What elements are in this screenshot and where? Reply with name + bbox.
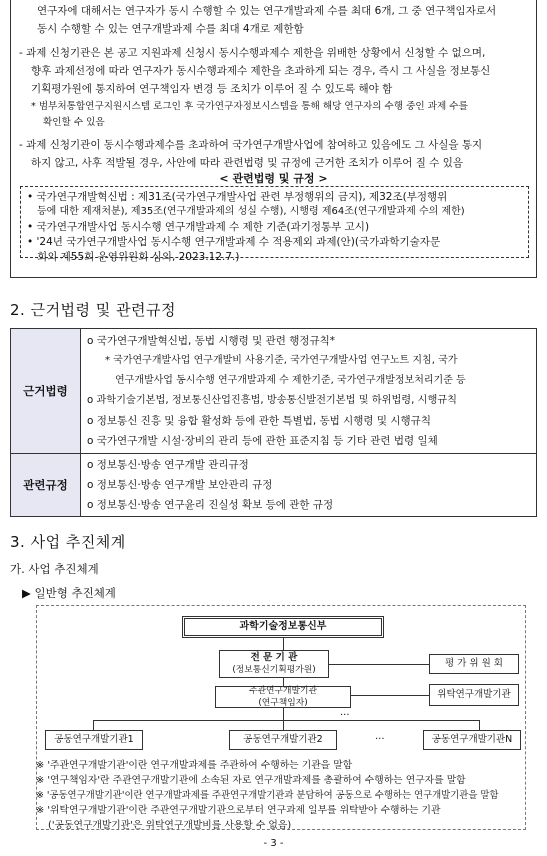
joint-institution-node: [229, 730, 337, 750]
text-line: 향후 과제선정에 따라 연구자가 동시수행과제수 제한을 초과하게 되는 경우, 즉시 그 사실을 정보통신: [31, 65, 491, 77]
joint-label: 공동연구개발기관2: [243, 734, 323, 745]
law-item: • '24년 국가연구개발사업 동시수행 연구개발과제 수 적용제외 과제(안)(국가과학기술자문: [27, 236, 441, 248]
law-list-box: [20, 186, 529, 263]
note-line: ※ '위탁연구개발기관'이란 주관연구개발기관으로부터 연구과제 일부를 위탁받아 수행하는 기관: [36, 805, 441, 816]
legal-basis-table: [10, 328, 537, 517]
joint-label: 공동연구개발기관N: [431, 734, 513, 745]
ministry-node: [182, 616, 384, 638]
list-item: o 정보통신·방송 연구윤리 진실성 확보 등에 관한 규정: [87, 499, 334, 511]
ellipsis: ···: [375, 734, 385, 745]
law-heading: < 관련법령 및 규정 >: [219, 172, 328, 185]
consign-institution-node: [429, 684, 519, 706]
law-item: 등에 대한 제재처분), 제35조(연구개발과제의 성실 수행), 시행령 제64조(연구개발과제 수의 제한): [37, 206, 465, 217]
consign-label: 위탁연구개발기관: [437, 689, 511, 700]
text-line: 연구자에 대해서는 연구자가 동시 수행할 수 있는 연구개발과제 수를 최대 6개, 그 중 연구책임자로서: [37, 5, 497, 17]
list-item: 연구개발사업 동시수행 연구개발과제 수 제한기준, 국가연구개발정보처리기준 등: [115, 375, 466, 386]
sub-title: ▶ 일반형 추진체계: [22, 586, 116, 600]
section-title: 2. 근거법령 및 관련규정: [10, 301, 177, 319]
connector: [93, 720, 94, 730]
sub-title: 가. 사업 추진체계: [10, 562, 99, 576]
section-title: 3. 사업 추진체계: [10, 533, 126, 551]
list-item: o 정보통신 진흥 및 융합 활성화 등에 관한 특별법, 동법 시행령 및 시행규칙: [87, 415, 431, 427]
ministry-label: 과학기술정보통신부: [239, 621, 327, 632]
list-item: o 정보통신·방송 연구개발 관리규정: [87, 459, 249, 471]
lead-sub-label: (연구책임자): [258, 698, 308, 708]
row-content: [81, 454, 537, 517]
text-line: - 과제 신청기관은 본 공고 지원과제 신청시 동시수행과제수 제한을 위배한 상황에서 신청할 수 없으며,: [19, 47, 486, 59]
text-line: 기획평가원에 통지하여 연구책임자 변경 등 조치가 이루어 질 수 있도록 해야 함: [31, 83, 393, 95]
footnote-line: 확인할 수 있음: [43, 117, 105, 128]
page-number: - 3 -: [263, 838, 284, 849]
joint-label: 공동연구개발기관1: [54, 734, 134, 745]
text-line: 하지 않고, 사후 적발될 경우, 사안에 따라 관련법령 및 규정에 근거한 조치가 이루어 질 수 있음: [31, 157, 464, 169]
connector: [479, 720, 480, 730]
footnote-line: * 범부처통합연구지원시스템 로그인 후 국가연구자정보시스템을 통해 해당 연구자의 수행 중인 과제 수를: [31, 101, 468, 112]
list-item: o 국가연구개발 시설·장비의 관리 등에 관한 표준지침 등 기타 관련 법령 일체: [87, 435, 438, 447]
evaluation-committee-node: [429, 654, 519, 674]
list-item: o 정보통신·방송 연구개발 보안관리 규정: [87, 479, 273, 491]
agency-node: [219, 650, 329, 678]
note-line: ※ '주관연구개발기관'이란 연구개발과제를 주관하여 수행하는 기관을 말함: [36, 760, 353, 771]
connector: [329, 664, 429, 665]
connector: [351, 695, 429, 696]
note-line: ※ '공동연구개발기관'이란 연구개발과제를 주관연구개발기관과 분담하여 공동으로 수행하는 연구개발기관을 말함: [36, 790, 499, 801]
law-item: 회의 제55회 운영위원회 심의, 2023.12.7.): [37, 251, 240, 263]
row-header: 근거법령: [11, 329, 81, 454]
joint-institution-node: [45, 730, 143, 750]
list-item: o 국가연구개발혁신법, 동법 시행령 및 관련 행정규칙*: [87, 335, 336, 347]
law-item: • 국가연구개발사업 동시수행 연구개발과제 수 제한 기준(과기정통부 고시): [27, 221, 370, 233]
ellipsis: ···: [340, 710, 350, 721]
row-content: [81, 329, 537, 454]
list-item: * 국가연구개발사업 연구개발비 사용기준, 국가연구개발사업 연구노트 지침, 국가: [105, 355, 458, 366]
connector: [93, 720, 479, 721]
connector: [283, 720, 284, 730]
lead-label: 주관연구개발기관: [249, 686, 317, 696]
list-item: o 과학기술기본법, 정보통신산업진흥법, 방송통신발전기본법 및 하위법령, 시행규칙: [87, 395, 457, 406]
table-row: [11, 454, 537, 517]
note-line: ('공동연구개발기관'은 위탁연구개발비를 사용할 수 없음): [48, 820, 292, 831]
law-item: • 국가연구개발혁신법 : 제31조(국가연구개발사업 관련 부정행위의 금지), 제32조(부정행위: [27, 191, 448, 203]
table-row: [11, 329, 537, 454]
agency-sub-label: (정보통신기획평가원): [232, 665, 316, 675]
agency-label: 전 문 기 관: [250, 652, 298, 663]
text-line: - 과제 신청기관이 동시수행과제수를 초과하여 국가연구개발사업에 참여하고 있음에도 그 사실을 통지: [19, 139, 483, 151]
text-line: 동시 수행할 수 있는 연구개발과제 수를 최대 4개로 제한함: [37, 23, 304, 35]
note-line: ※ '연구책임자'란 주관연구개발기관에 소속된 자로 연구개발과제를 총괄하여 수행하는 연구자를 말함: [36, 775, 466, 786]
dual-project-limit-box: [10, 0, 537, 278]
lead-institution-node: [215, 686, 351, 708]
joint-institution-node: [423, 730, 521, 750]
evaluation-label: 평 가 위 원 회: [445, 658, 503, 669]
row-header: 관련규정: [11, 454, 81, 517]
